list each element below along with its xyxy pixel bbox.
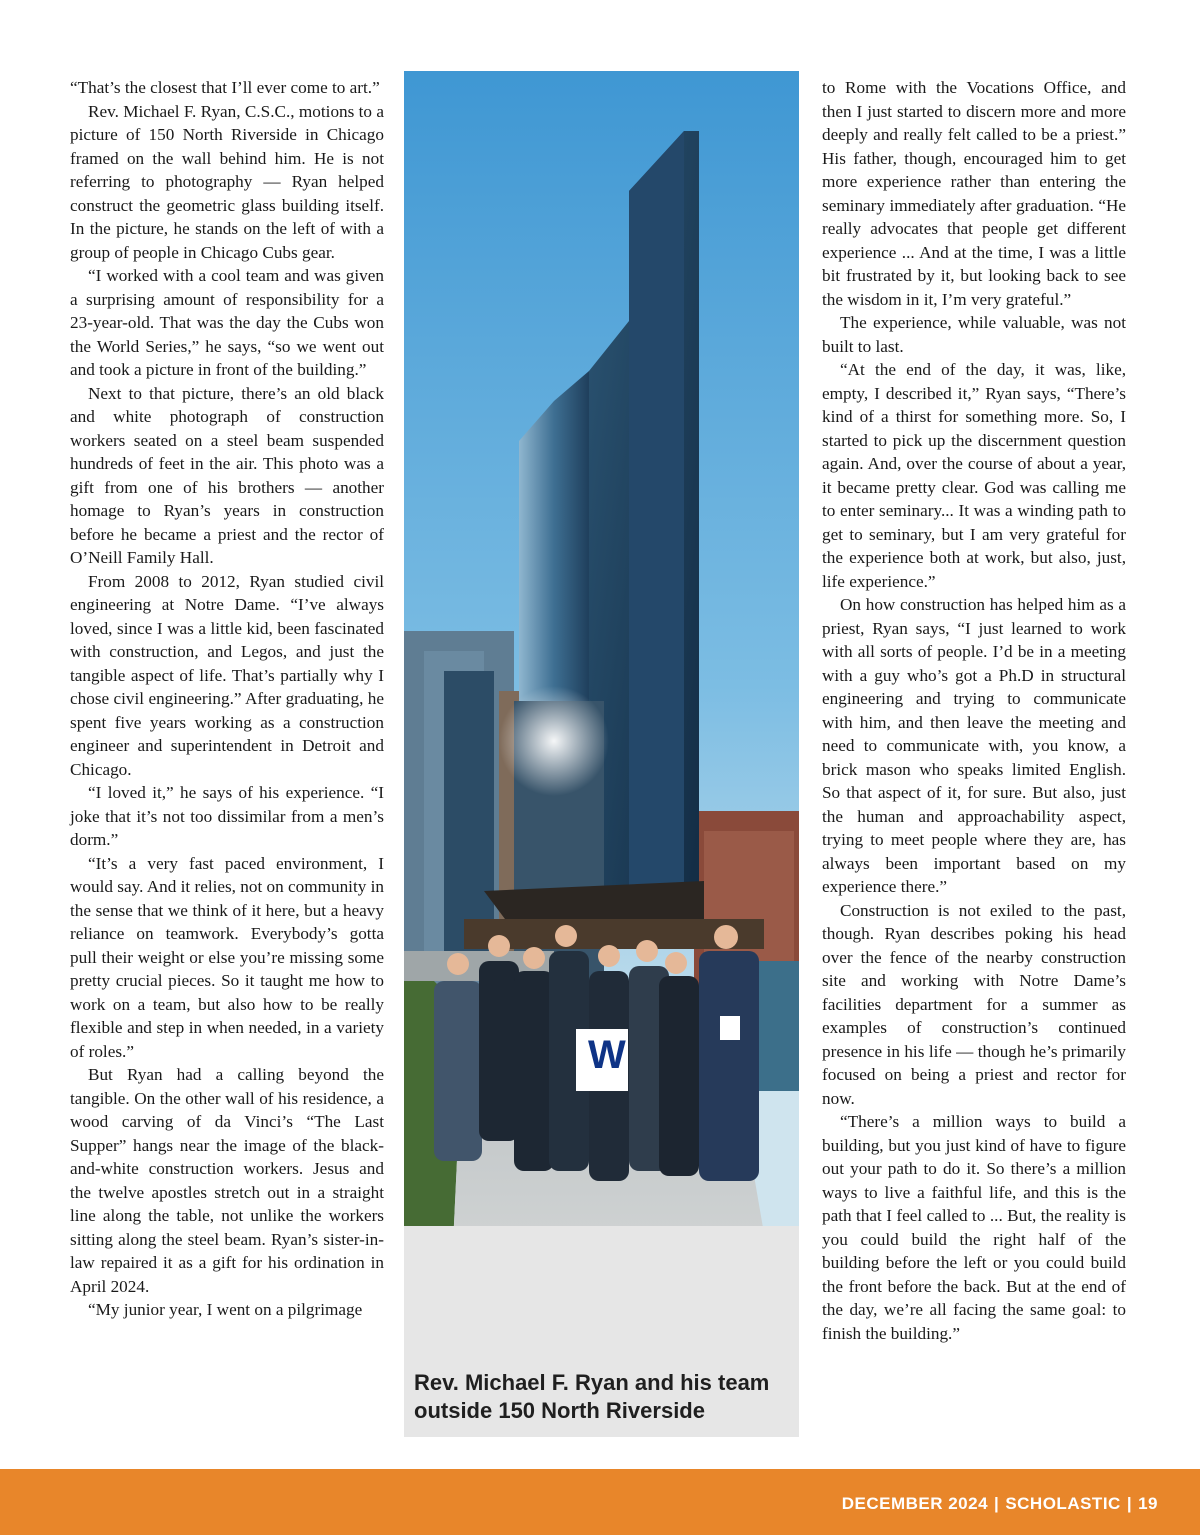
paragraph: to Rome with the Vocations Office, and then I just started to discern more and more deeply and really felt called to be a priest.” His father, though, encouraged him to get more experience rather than entering the seminary immediately after graduation. “He really advocates that people get different experience ... And at the time, I was a little bit frustrated by it, but looking back to see the wisdom in it, I’m very grateful.” bbox=[822, 78, 1126, 309]
paragraph: Next to that picture, there’s an old black and white photograph of construction workers seated on a steel beam suspended hundreds of feet in the air. This photo was a gift from one of his brothers — another homage to Ryan’s years in construction before he became a priest and the rector of O’Neill Family Hall. bbox=[70, 383, 384, 567]
photo-caption-box bbox=[404, 1226, 799, 1437]
paragraph: “My junior year, I went on a pilgrimage bbox=[88, 1300, 363, 1319]
separator: | bbox=[994, 1494, 1000, 1513]
page-footer bbox=[0, 1469, 1200, 1535]
footer-text bbox=[842, 1494, 1158, 1514]
paragraph: “There’s a million ways to build a building, but you just kind of have to figure out your path to do it. So there’s a million ways to live a faithful life, and this is the path that I feel called to ... But, the reality is you could build the right half of the building before the left or you could build the front before the back. But at the end of the day, we’re all facing the same goal: to finish the building.” bbox=[822, 1112, 1126, 1343]
paragraph: From 2008 to 2012, Ryan studied civil engineering at Notre Dame. “I’ve always loved, since I was a little kid, been fascinated with construction, and Legos, and just the tangible aspect of life. That’s partially why I chose civil engineering.” After graduating, he spent five years working as a construction engineer and superintendent in Detroit and Chicago. bbox=[70, 571, 384, 779]
right-text-column bbox=[822, 76, 1126, 1345]
left-text-column bbox=[70, 76, 384, 1322]
paragraph: On how construction has helped him as a priest, Ryan says, “I just learned to work with all sorts of people. I’d be in a meeting with a guy who’s got a Ph.D in structural engineering and trying to communicate with him, and then leave the meeting and need to communicate with, you know, a brick mason who speaks limited English. So that aspect of it, for sure. But also, just the human and approachability aspect, trying to meet people where they are, has always been important based on my experience there.” bbox=[822, 595, 1126, 896]
issue-date: DECEMBER 2024 bbox=[841, 1494, 989, 1513]
paragraph: “That’s the closest that I’ll ever come to art.” bbox=[70, 78, 380, 97]
paragraph: The experience, while valuable, was not built to last. bbox=[822, 313, 1126, 356]
paragraph: “I loved it,” he says of his experience. “I joke that it’s not too dissimilar from a men’s dorm.” bbox=[70, 783, 384, 849]
w-flag-letter: W bbox=[588, 1033, 626, 1077]
magazine-name: SCHOLASTIC bbox=[1005, 1494, 1121, 1513]
separator: | bbox=[1126, 1494, 1133, 1513]
paragraph: “I worked with a cool team and was given a surprising amount of responsibility for a 23-year-old. That was the day the Cubs won the World Series,” he says, “so we went out and took a picture in front of the building.” bbox=[70, 266, 384, 379]
paragraph: Construction is not exiled to the past, though. Ryan describes poking his head over the fence of the nearby construction site and working with Notre Dame’s facilities department for a summer as examples of construction’s continued presence in his life — though he’s primarily focused on being a priest and rector for now. bbox=[822, 900, 1126, 1108]
photo-caption: Rev. Michael F. Ryan and his team outside 150 North Riverside bbox=[414, 1370, 770, 1423]
paragraph: “At the end of the day, it was, like, empty, I described it,” Ryan says, “There’s kind of a thirst for something more. So, I started to pick up the discernment question again. And, over the course of about a year, it became pretty clear. God was calling me to enter seminary... It was a winding path to get to seminary, but I am very grateful for the experience both at work, but also, just, life experience.” bbox=[822, 360, 1126, 591]
paragraph: Rev. Michael F. Ryan, C.S.C., motions to a picture of 150 North Riverside in Chicago framed on the wall behind him. He is not referring to photography — Ryan helped construct the geometric glass building itself. In the picture, he stands on the left of with a group of people in Chicago Cubs gear. bbox=[70, 101, 384, 262]
page-number: 19 bbox=[1138, 1494, 1158, 1513]
paragraph: But Ryan had a calling beyond the tangible. On the other wall of his residence, a wood carving of da Vinci’s “The Last Supper” hangs near the image of the black-and-white construction workers. Jesus and the twelve apostles stretch out in a straight line along the table, not unlike the workers sitting along the steel beam. Ryan’s sister-in-law repaired it as a gift for his ordination in April 2024. bbox=[70, 1065, 384, 1296]
paragraph: “It’s a very fast paced environment, I would say. And it relies, not on community in the sense that we think of it here, but a heavy reliance on teamwork. Everybody’s gotta pull their weight or else you’re missing some pretty crucial pieces. So it taught me how to work on a team, but also how to be really flexible and step in when needed, in a variety of roles.” bbox=[70, 853, 384, 1061]
